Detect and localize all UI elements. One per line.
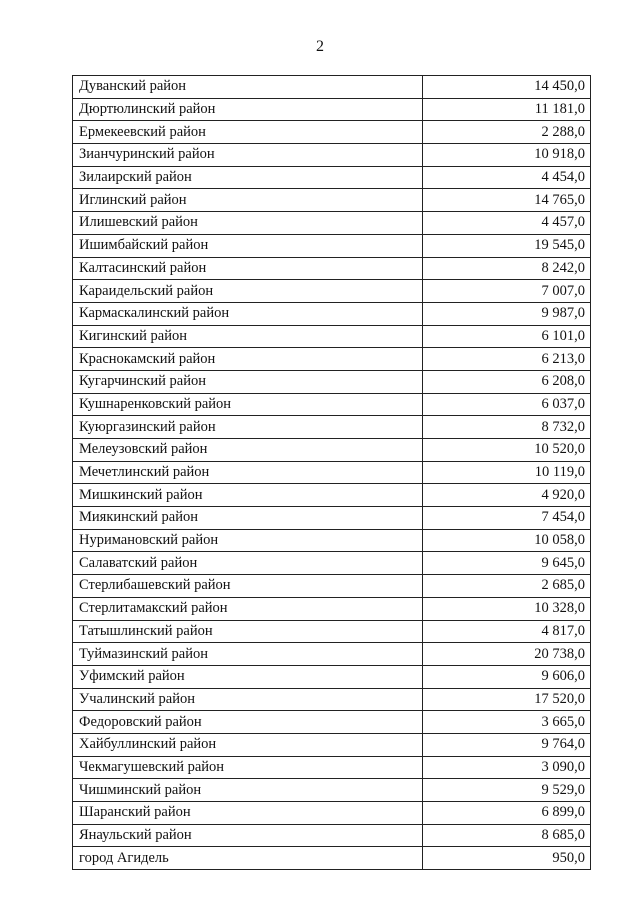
table-row — [73, 348, 591, 371]
amount-cell: 4 817,0 — [423, 620, 591, 643]
table-row — [73, 733, 591, 756]
table-row — [73, 552, 591, 575]
table-body — [73, 76, 591, 870]
district-name-cell: Мелеузовский район — [73, 439, 423, 462]
amount-cell: 6 899,0 — [423, 802, 591, 825]
amount-cell: 11 181,0 — [423, 98, 591, 121]
district-name-cell: Уфимский район — [73, 665, 423, 688]
district-name-cell: Дуванский район — [73, 76, 423, 99]
district-name-cell: Зианчуринский район — [73, 144, 423, 167]
amount-cell: 6 037,0 — [423, 393, 591, 416]
district-name-cell: Зилаирский район — [73, 166, 423, 189]
table-row — [73, 711, 591, 734]
district-name-cell: Федоровский район — [73, 711, 423, 734]
amount-cell: 9 606,0 — [423, 665, 591, 688]
table-row — [73, 461, 591, 484]
table-row — [73, 575, 591, 598]
district-name-cell: Салаватский район — [73, 552, 423, 575]
district-name-cell: Хайбуллинский район — [73, 733, 423, 756]
amount-cell: 10 328,0 — [423, 597, 591, 620]
amount-cell: 7 454,0 — [423, 507, 591, 530]
table-row — [73, 76, 591, 99]
district-name-cell: Янаульский район — [73, 824, 423, 847]
district-name-cell: Иглинский район — [73, 189, 423, 212]
amount-cell: 9 987,0 — [423, 302, 591, 325]
district-name-cell: Стерлитамакский район — [73, 597, 423, 620]
table-row — [73, 597, 591, 620]
table-row — [73, 302, 591, 325]
amount-cell: 9 764,0 — [423, 733, 591, 756]
district-name-cell: Туймазинский район — [73, 643, 423, 666]
table-row — [73, 370, 591, 393]
amount-cell: 2 685,0 — [423, 575, 591, 598]
table-row — [73, 121, 591, 144]
table-row — [73, 393, 591, 416]
district-name-cell: Стерлибашевский район — [73, 575, 423, 598]
amount-cell: 8 732,0 — [423, 416, 591, 439]
amount-cell: 10 119,0 — [423, 461, 591, 484]
district-name-cell: Куюргазинский район — [73, 416, 423, 439]
district-name-cell: Дюртюлинский район — [73, 98, 423, 121]
page-number: 2 — [316, 38, 324, 55]
district-name-cell: Кушнаренковский район — [73, 393, 423, 416]
district-name-cell: Ермекеевский район — [73, 121, 423, 144]
table-row — [73, 665, 591, 688]
table-row — [73, 824, 591, 847]
amount-cell: 10 520,0 — [423, 439, 591, 462]
amount-cell: 14 765,0 — [423, 189, 591, 212]
amount-cell: 6 213,0 — [423, 348, 591, 371]
district-name-cell: Кармаскалинский район — [73, 302, 423, 325]
table-row — [73, 166, 591, 189]
amount-cell: 10 058,0 — [423, 529, 591, 552]
table-row — [73, 212, 591, 235]
district-name-cell: Калтасинский район — [73, 257, 423, 280]
table-row — [73, 234, 591, 257]
table-row — [73, 484, 591, 507]
amount-cell: 6 101,0 — [423, 325, 591, 348]
table-row — [73, 98, 591, 121]
table-row — [73, 529, 591, 552]
amount-cell: 4 457,0 — [423, 212, 591, 235]
amount-cell: 4 454,0 — [423, 166, 591, 189]
district-name-cell: Караидельский район — [73, 280, 423, 303]
table-row — [73, 416, 591, 439]
table-row — [73, 507, 591, 530]
district-name-cell: Чишминский район — [73, 779, 423, 802]
district-name-cell: Чекмагушевский район — [73, 756, 423, 779]
table-row — [73, 802, 591, 825]
amount-cell: 17 520,0 — [423, 688, 591, 711]
amount-cell: 6 208,0 — [423, 370, 591, 393]
table-row — [73, 144, 591, 167]
amount-cell: 8 685,0 — [423, 824, 591, 847]
amount-cell: 8 242,0 — [423, 257, 591, 280]
table-row — [73, 280, 591, 303]
district-name-cell: Ишимбайский район — [73, 234, 423, 257]
table-row — [73, 643, 591, 666]
amount-cell: 7 007,0 — [423, 280, 591, 303]
amount-cell: 3 665,0 — [423, 711, 591, 734]
district-name-cell: Татышлинский район — [73, 620, 423, 643]
amount-cell: 14 450,0 — [423, 76, 591, 99]
table-row — [73, 847, 591, 870]
table-row — [73, 325, 591, 348]
amount-cell: 9 529,0 — [423, 779, 591, 802]
district-name-cell: Мечетлинский район — [73, 461, 423, 484]
district-name-cell: Краснокамский район — [73, 348, 423, 371]
district-name-cell: Нуримановский район — [73, 529, 423, 552]
table-row — [73, 756, 591, 779]
amount-cell: 3 090,0 — [423, 756, 591, 779]
amount-cell: 2 288,0 — [423, 121, 591, 144]
table-row — [73, 257, 591, 280]
districts-table — [72, 75, 591, 870]
table-row — [73, 620, 591, 643]
amount-cell: 20 738,0 — [423, 643, 591, 666]
district-name-cell: Мишкинский район — [73, 484, 423, 507]
district-name-cell: Шаранский район — [73, 802, 423, 825]
table-row — [73, 688, 591, 711]
table-row — [73, 189, 591, 212]
district-name-cell: город Агидель — [73, 847, 423, 870]
amount-cell: 4 920,0 — [423, 484, 591, 507]
amount-cell: 9 645,0 — [423, 552, 591, 575]
district-name-cell: Учалинский район — [73, 688, 423, 711]
table-row — [73, 439, 591, 462]
district-name-cell: Кугарчинский район — [73, 370, 423, 393]
district-name-cell: Миякинский район — [73, 507, 423, 530]
amount-cell: 19 545,0 — [423, 234, 591, 257]
district-name-cell: Кигинский район — [73, 325, 423, 348]
table-row — [73, 779, 591, 802]
amount-cell: 10 918,0 — [423, 144, 591, 167]
amount-cell: 950,0 — [423, 847, 591, 870]
district-name-cell: Илишевский район — [73, 212, 423, 235]
